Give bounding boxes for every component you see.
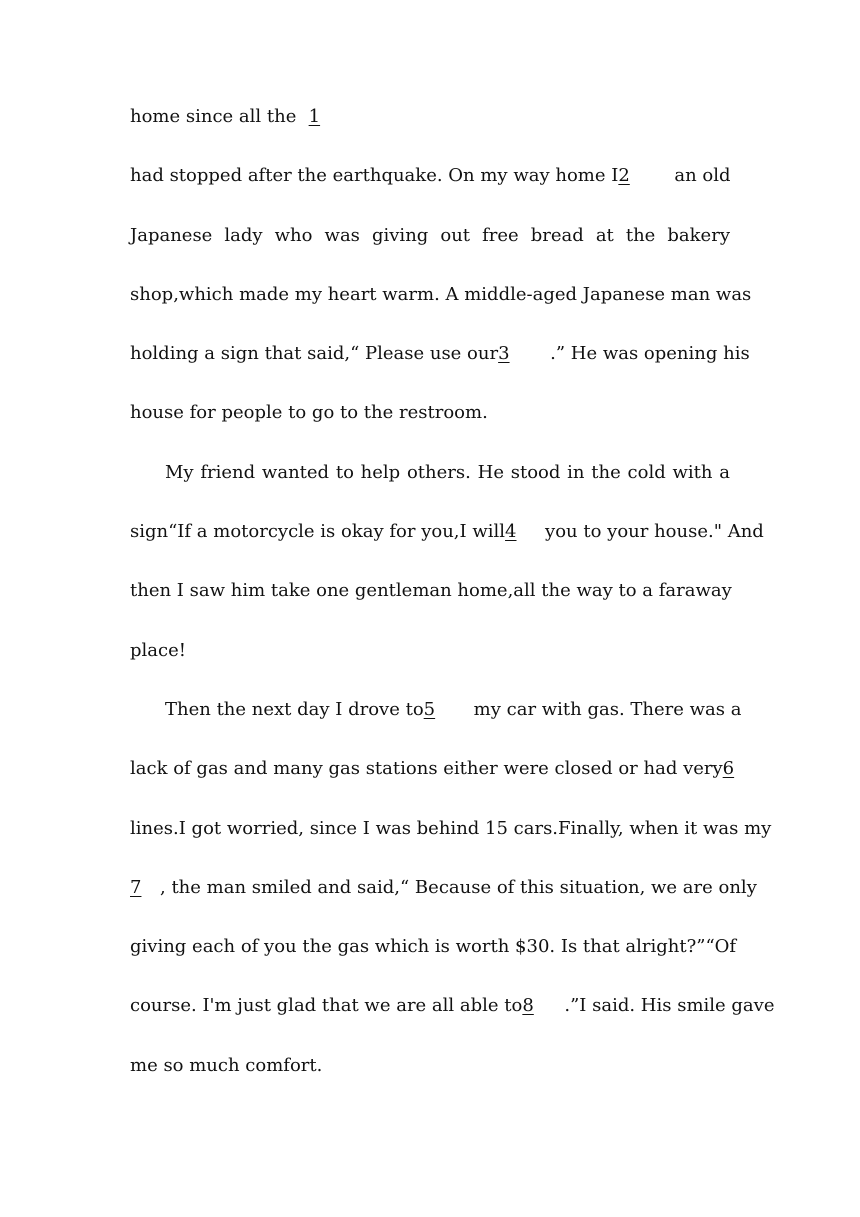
blank-number: 8 bbox=[522, 995, 534, 1017]
text-line bbox=[130, 87, 730, 146]
text-line bbox=[130, 799, 772, 858]
text-line bbox=[130, 265, 752, 324]
blank-number: 2 bbox=[618, 165, 630, 187]
text-segment: .”I said. His smile gave bbox=[564, 995, 775, 1017]
text-segment: Japanese lady who was giving out free bread at the bakery bbox=[130, 224, 730, 246]
blank-number: 1 bbox=[308, 106, 321, 127]
blank-7[interactable] bbox=[130, 858, 160, 917]
blank-1[interactable] bbox=[296, 87, 332, 146]
text-segment: you to your house." And bbox=[545, 521, 764, 543]
blank-number: 3 bbox=[498, 343, 510, 365]
text-segment: , the man smiled and said,“ Because of this situation, we are only bbox=[160, 876, 757, 898]
text-line bbox=[130, 858, 757, 917]
text-line bbox=[130, 383, 730, 442]
text-line bbox=[130, 146, 730, 205]
blank-number: 6 bbox=[722, 758, 735, 780]
text-segment: then I saw him take one gentleman home,all the way to a faraway bbox=[130, 580, 732, 602]
text-line bbox=[130, 680, 742, 739]
text-segment: place! bbox=[130, 639, 186, 661]
text-segment: My friend wanted to help others. He stood in the cold with a bbox=[165, 461, 730, 483]
text-line bbox=[130, 917, 737, 976]
blank-2[interactable] bbox=[618, 146, 674, 205]
text-segment: .” He was opening his bbox=[550, 343, 750, 365]
blank-6[interactable] bbox=[723, 739, 753, 798]
text-line bbox=[130, 443, 730, 502]
text-segment: shop,which made my heart warm. A middle-aged Japanese man was bbox=[130, 283, 752, 305]
text-segment: my car with gas. There was a bbox=[473, 698, 742, 720]
text-line bbox=[130, 206, 730, 265]
text-line bbox=[130, 739, 735, 798]
blank-5[interactable] bbox=[424, 680, 474, 739]
text-segment: course. I'm just glad that we are all able to bbox=[130, 995, 523, 1017]
text-line bbox=[130, 621, 730, 680]
blank-3[interactable] bbox=[498, 324, 550, 383]
blank-number: 5 bbox=[423, 698, 436, 720]
text-segment: Then the next day I drove to bbox=[165, 698, 424, 720]
document-page bbox=[130, 87, 775, 1095]
text-line bbox=[130, 1036, 730, 1095]
blank-number: 7 bbox=[130, 876, 142, 898]
text-line bbox=[130, 976, 775, 1035]
text-segment: holding a sign that said,“ Please use our bbox=[130, 343, 499, 365]
text-line bbox=[130, 561, 730, 620]
blank-8[interactable] bbox=[522, 976, 564, 1035]
text-segment: lack of gas and many gas stations either were closed or had very bbox=[130, 758, 723, 780]
text-segment: lines.I got worried, since I was behind 15 cars.Finally, when it was my bbox=[130, 817, 772, 839]
text-segment: house for people to go to the restroom. bbox=[130, 402, 488, 424]
text-line bbox=[130, 324, 750, 383]
text-segment: home since all the bbox=[130, 106, 297, 127]
text-segment: giving each of you the gas which is worth $30. Is that alright?”“Of bbox=[130, 936, 737, 958]
text-segment: sign“If a motorcycle is okay for you,I will bbox=[130, 521, 506, 543]
blank-number: 4 bbox=[505, 521, 517, 543]
text-segment: had stopped after the earthquake. On my way home I bbox=[130, 165, 619, 187]
text-segment: me so much comfort. bbox=[130, 1054, 323, 1076]
text-segment: an old bbox=[674, 165, 731, 187]
text-line bbox=[130, 502, 764, 561]
blank-4[interactable] bbox=[505, 502, 545, 561]
